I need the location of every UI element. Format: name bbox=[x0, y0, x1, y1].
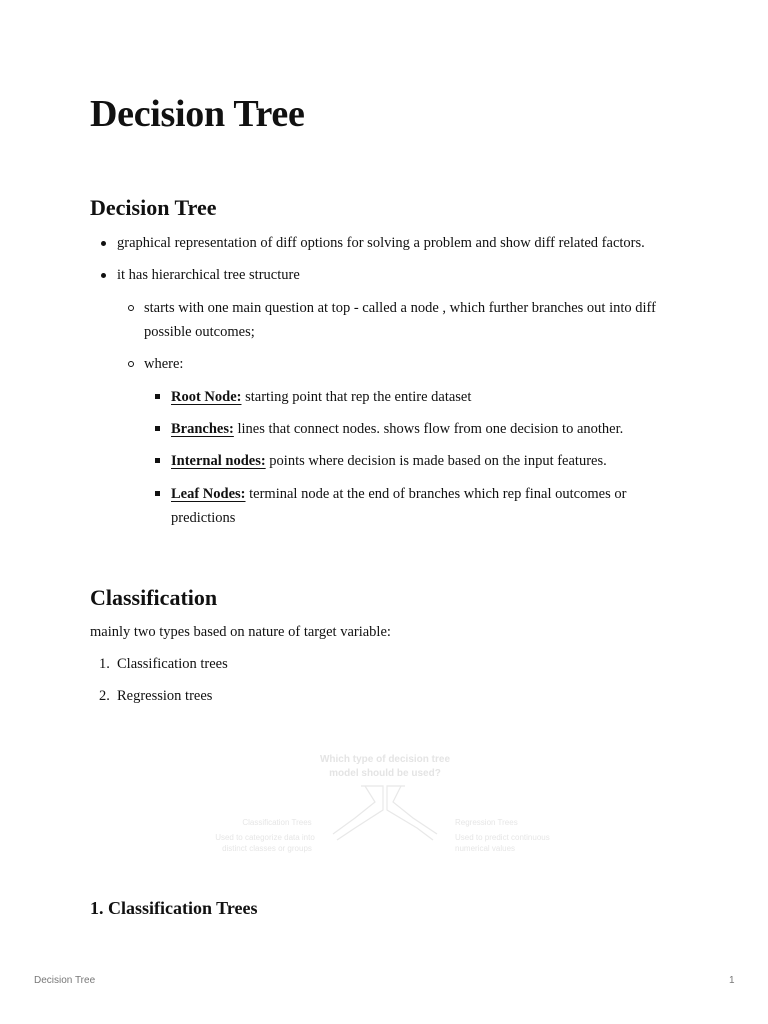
list-item-text: where: bbox=[144, 356, 184, 372]
classification-intro: mainly two types based on nature of target variable: bbox=[90, 624, 391, 640]
circle-bullet-icon bbox=[128, 305, 134, 311]
term-branches: Branches: bbox=[171, 421, 234, 437]
list-item-text: Classification trees bbox=[117, 656, 228, 672]
term-description: starting point that rep the entire dataset bbox=[245, 389, 472, 405]
term-internal-nodes: Internal nodes: bbox=[171, 453, 266, 469]
term-description: terminal node at the end of branches which rep final outcomes or bbox=[249, 486, 627, 502]
branch-arrows-icon bbox=[333, 786, 437, 840]
diagram-question-line2: model should be used? bbox=[329, 768, 441, 779]
square-bullet-icon bbox=[155, 426, 160, 431]
diagram-left-desc1: Used to categorize data into bbox=[215, 833, 315, 842]
square-bullet-icon bbox=[155, 394, 160, 399]
diagram-question-line1: Which type of decision tree bbox=[319, 754, 451, 765]
square-bullet-icon bbox=[155, 491, 160, 496]
term-description: points where decision is made based on the input features. bbox=[269, 453, 607, 469]
list-number: 1. bbox=[99, 656, 110, 672]
section-heading-classification-trees: 1. Classification Trees bbox=[90, 898, 258, 918]
bullet-icon bbox=[101, 273, 106, 278]
term-leaf-nodes: Leaf Nodes: bbox=[171, 486, 246, 502]
term-description-continued: predictions bbox=[171, 510, 236, 526]
term-root-node: Root Node: bbox=[171, 389, 242, 405]
diagram-left-title: Classification Trees bbox=[242, 818, 312, 827]
list-item-text: graphical representation of diff options for solving a problem and show diff related factors. bbox=[117, 235, 645, 251]
list-item-text: it has hierarchical tree structure bbox=[117, 267, 300, 283]
section-heading-decision-tree: Decision Tree bbox=[90, 195, 217, 220]
square-bullet-icon bbox=[155, 458, 160, 463]
circle-bullet-icon bbox=[128, 361, 134, 367]
term-description: lines that connect nodes. shows flow from one decision to another. bbox=[237, 421, 624, 437]
list-number: 2. bbox=[99, 688, 110, 704]
footer-page-number: 1 bbox=[729, 975, 735, 986]
footer-doc-title: Decision Tree bbox=[34, 975, 96, 986]
decision-tree-types-diagram bbox=[205, 748, 565, 858]
diagram-left-desc2: distinct classes or groups bbox=[222, 844, 312, 853]
diagram-right-desc1: Used to predict continuous bbox=[455, 833, 550, 842]
diagram-right-desc2: numerical values bbox=[455, 844, 516, 853]
list-item-text: Regression trees bbox=[117, 688, 213, 704]
section-heading-classification: Classification bbox=[90, 585, 218, 610]
list-item-text-continued: possible outcomes; bbox=[144, 324, 255, 340]
bullet-icon bbox=[101, 241, 106, 246]
diagram-right-title: Regression Trees bbox=[455, 818, 518, 827]
list-item-text: starts with one main question at top - called a node , which further branches out into diff bbox=[144, 300, 656, 316]
page-title: Decision Tree bbox=[90, 93, 305, 135]
